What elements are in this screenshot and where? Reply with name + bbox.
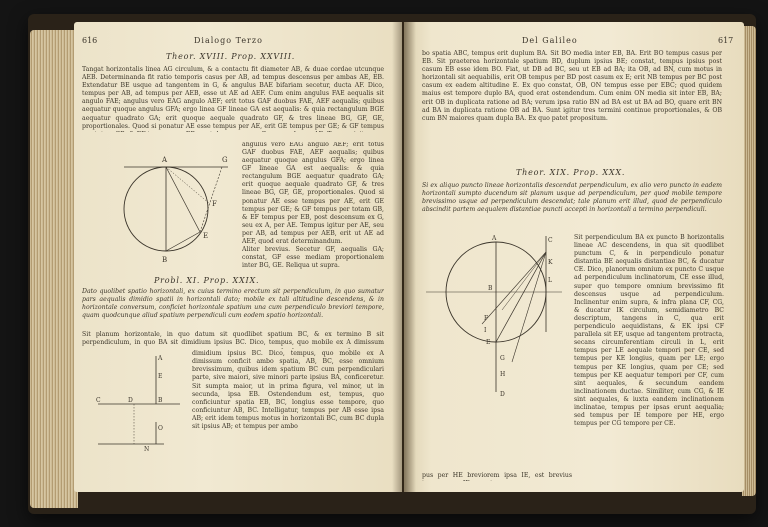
svg-text:A: A [492, 235, 497, 242]
svg-text:B: B [162, 256, 168, 264]
right-page [404, 22, 744, 492]
theorem-statement: Si ex aliquo puncto lineae horizontalis descendat perpendiculum, ex alio vero puncto in eadem horizontali sumpto ducendum sit planum usque ad perpendiculum, per quod mobile tempore brevissimo usque ad perpendiculum descendat; tale planum erit illud, quod de perpendiculo abscindit partem aequalem distantiae puncti accepti in horizontali a termino perpendiculi. [422, 182, 722, 214]
svg-text:A: A [158, 355, 163, 362]
svg-text:I: I [484, 327, 487, 334]
page-edges-left [30, 30, 78, 508]
svg-text:E: E [158, 373, 163, 380]
paragraph-1-top: Tangat horizontalis linea AG circulum, & a contactu fit diameter AB, & duae cordae utcunque AEB. Determinanda fit ratio temporis casus per AB, ad tempus descensus per ambas AE, EB. Extendatur BE usque ad tangentem in G, & angulus BAE bifariam secetur, ducta AF. Dico, tempus per AB, ad tempus per AEB, esse ut AE ad AEF. Cum enim angulus FAE aequalis sit angulo FAE; angulus vero EAG angulo AEF; erit totus GAF duobus FAE, AEF aequalis; quibus aequatur quoque angulus GFA; ergo linea GF lineae GA est aequalis: & quia rectangulum BGE aequatur quadrato GA; erit quoque aequale quadrato GF, & tres lineae BG, GF, GE, proportionales. Quod si ponatur AE esse tempus per AE, erit GE tempus per GE; & GF tempus [82, 66, 384, 130]
theorem-heading-right: Theor. XIX. Prop. XXX. [516, 168, 626, 177]
svg-text:D: D [128, 397, 133, 404]
running-head-right: Del Galileo [522, 36, 578, 45]
svg-text:O: O [158, 425, 163, 432]
figure-circle-diagram [118, 134, 238, 274]
left-page [74, 22, 402, 492]
figure-circle-perpendicular-diagram [422, 232, 570, 400]
svg-text:E: E [486, 339, 491, 346]
svg-text:K: K [548, 259, 553, 266]
svg-text:B: B [158, 397, 163, 404]
svg-text:F: F [484, 315, 489, 322]
theorem-heading-left: Theor. XVIII. Prop. XXVIII. [166, 52, 296, 61]
svg-text:C: C [96, 397, 101, 404]
paragraph-sit-planum: dimidium ipsius BC. Dico, tempus, quo mobile ex A dimissum conficit ambo spatia, AB, BC, esse omnium brevissimum, quibus idem spatium BC cum perpendiculari parte, sive maiori, sive minori parte ipsius BA, conficeretur. Sit sumpta maior, ut in prima figura, vel minor, ut in secunda, ipsa EB. Ostendendum est, tempus, quo conficiuntur spatia EB, BC, longius esse tempore, quo conficiuntur AB, BC. Intelligatur, tempus per AB esse ipsa AB; erit idem tempus motus in horizontali BC, cum BC dupla sit ipsius AB; et tempus per ambo [192, 350, 384, 431]
paragraph-sit-planum-top: Sit planum horizontale, in quo datum sit quodlibet spatium BC, & ex termino B sit perpendiculum, in quo BA sit dimidium ipsius BC. Dico, tempus, quo mobile ex A dimissum [82, 331, 384, 347]
svg-text:B: B [488, 285, 493, 292]
paragraph-aliter: Aliter brevius. Secetur GF, aequalis GA; constat, GF esse mediam proportionalem inter BG, GE. Reliqua ut supra. [242, 246, 384, 270]
paragraph-bottom: pus per HE breviorem ipsa IE, est brevius [422, 472, 572, 479]
svg-text:D: D [500, 391, 505, 398]
svg-text:C: C [548, 237, 553, 244]
running-head-left: Dialogo Terzo [194, 36, 263, 45]
svg-text:L: L [548, 277, 552, 284]
paragraph-sit-perpendiculum: Sit perpendiculum BA ex puncto B horizontalis lineae AC descendens, in qua sit quodlibet punctum C, & in perpendiculo ponatur distantia BE aequalis distantiae BC, & ducatur CE. Dico, planorum omnium ex puncto C usque ad perpendiculum inclinatorum, CE esse illud, super quo tempore omnium brevissimo fit descensus usque ad perpendiculum. Inclinentur enim supra, & infra plana CF, CG, & ducatur IK circulum, semidiametro BC descriptum, tangens in C, qua erit perpendiculo aequidistans, & EK ipsi CF parallela sit EF, usque ad tangentem protracta, secans circumferentiam circuli in L, erit tempus per LE aequale tempori per CE, sed tempus per KE longius, quam per LE; ergo tempus per KE longius, quam per CE; sed tempus per KE aequatur tempori per CF, cum sint aequales, & secundum eandem inclinationem ductae. Similiter, cum CG, & IE sint aequales, & iuxta eandem inclinationem inclinatae, tempus per ipsas erunt aequalia; sed tempus per IE tempore per HE, ergo tempus per CG tempore per CE. [574, 234, 724, 428]
problem-heading: Probl. XI. Prop. XXIX. [154, 276, 260, 285]
paragraph-continuation: bo spatia ABC, tempus erit duplum BA. Sit BO media inter EB, BA. Erit BO tempus casus per EB. Sit praeterea horizontale spatium BD, duplum ipsius BE; constat, tempus ipsius post casum EB esse idem BO. Fiat, ut DB ad BC, seu ut EB ad BA; ita OB, ad BN, cum motus in horizontali sit aequabilis, erit OB tempus per BD post casum ex E; erit NB tempus per BC post casum ex eadem altitudine E. Ex quo constat, OB, ON tempus esse per EBC; quod quidem maius est tempore duplo BA, quod erat ostendendum. Cum enim ON media sit inter EB, BA; erit OB in duplicata ratione ad BA; verum ipsa ratio BN ad BA est ut BA ad BO, quare erit BN ad BA in duplicata ratione OB ad BA. Sunt igitur tres termini continue proportionales, & OB cum BN maiores quam dupla BA. Ex quo patet propositum. [422, 50, 722, 122]
svg-text:G: G [222, 156, 228, 164]
paragraph-1-side-column: angulus vero EAG angulo AEF; erit totus GAF duobus FAE, AEF aequalis; quibus aequatur quoque angulus GFA; ergo linea GF lineae GA est aequalis: & quia rectangulum BGE aequatur quadrato GA; erit quoque aequale quadrato GF, & tres lineae BG, GF, GE, proportionales. Quod si ponatur AE esse tempus per AE, erit GE tempus per GE; & GF tempus per totam GB, & EF tempus per EB, post descensum ex G, seu ex A, per AE. Tempus igitur per AE, seu per AB, ad tempus per AEB, erit ut AE ad AEF, quod erat determinandum. [242, 142, 384, 244]
figure-horizontal-diagram [94, 352, 184, 452]
page-number-right: 617 [718, 36, 734, 45]
svg-text:G: G [500, 355, 505, 362]
svg-text:H: H [500, 371, 506, 378]
page-number-left: 616 [82, 36, 98, 45]
page-edges-right [742, 26, 756, 496]
book-gutter [392, 22, 416, 492]
svg-text:E: E [203, 232, 209, 240]
svg-text:A: A [162, 156, 168, 164]
problem-statement: Dato quolibet spatio horizontali, ex cuius termino erectum sit perpendiculum, in quo sumatur pars aequalis dimidio spatii in horizontali dato; mobile ex tali altitudine descendens, & in horizontale conversum, conficiet horizontale spatium una cum perpendiculo breviori tempore, quam quodcunque aliud spatium perpendiculi cum eodem spatio horizontali. [82, 288, 384, 320]
svg-text:F: F [212, 200, 217, 208]
svg-text:N: N [144, 446, 150, 452]
